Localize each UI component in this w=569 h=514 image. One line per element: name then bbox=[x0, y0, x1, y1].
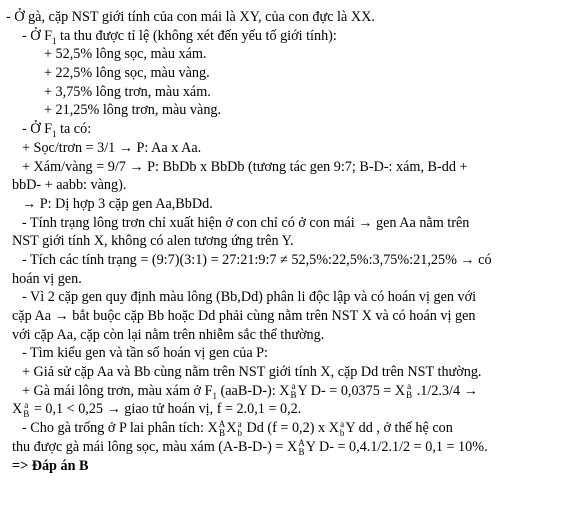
text-line: hoán vị gen. bbox=[12, 270, 82, 287]
allele-superscript-subscript: a B bbox=[406, 381, 413, 401]
allele-superscript-subscript: a B bbox=[23, 400, 30, 420]
text-line: - Tính trạng lông trơn chỉ xuất hiện ở con chỉ có ở con mái → gen Aa nằm trên bbox=[22, 214, 470, 231]
text-line: + 22,5% lông sọc, màu vàng. bbox=[44, 65, 210, 82]
allele-superscript-subscript: A B bbox=[298, 437, 305, 457]
text-line: NST giới tính X, không có alen tương ứng trên Y. bbox=[12, 233, 294, 250]
formula-line: X a B = 0,1 < 0,25 → giao tử hoán vị, f = 2.0,1 = 0,2. bbox=[12, 400, 302, 420]
allele-superscript-subscript: A B bbox=[218, 419, 226, 438]
text-line: - Tích các tính trạng = (9:7)(3:1) = 27:21:9:7 ≠ 52,5%:22,5%:3,75%:21,25% → có bbox=[22, 251, 492, 268]
text-line: → P: Dị hợp 3 cặp gen Aa,BbDd. bbox=[22, 195, 213, 212]
text-line: - Vì 2 cặp gen quy định màu lông (Bb,Dd) phân li độc lập và có hoán vị gen với bbox=[22, 289, 477, 306]
allele-superscript-subscript: a b bbox=[339, 419, 345, 438]
formula-line: thu được gà mái lông sọc, màu xám (A-B-D-) = X A B Y D- = 0,4.1/2.1/2 = 0,1 = 10%. bbox=[12, 437, 488, 457]
text-line: - Tìm kiểu gen và tần số hoán vị gen của P: bbox=[22, 345, 268, 362]
text-line: cặp Aa → bắt buộc cặp Bb hoặc Dd phải cùng nằm trên NST X và có hoán vị gen bbox=[12, 308, 476, 324]
text-line: + 3,75% lông trơn, màu xám. bbox=[44, 83, 211, 100]
formula-line: + Gà mái lông trơn, màu xám ở $F_1$ (aaB-D-): X a B Y D- = 0,0375 = X a B .1/2.3/4 → bbox=[22, 381, 478, 401]
text-line: với cặp Aa, cặp còn lại nằm trên nhiễm sắc thể thường. bbox=[12, 326, 325, 343]
text-line: - Ở gà, cặp NST giới tính của con mái là XY, của con đực là XX. bbox=[6, 9, 375, 25]
text-line: bbD- + aabb: vàng). bbox=[12, 177, 127, 194]
allele-superscript-subscript: a b bbox=[237, 419, 242, 438]
answer-line: => Đáp án B bbox=[12, 457, 89, 474]
text-line: - Ở $F_1$ ta thu được tỉ lệ (không xét đến yếu tố giới tính): bbox=[22, 27, 337, 46]
allele-superscript-subscript: a B bbox=[290, 381, 297, 401]
text-line: + Xám/vàng = 9/7 → P: BbDb x BbDb (tương tác gen 9:7; B-D-: xám, B-dd + bbox=[22, 158, 468, 175]
text-line: + Giả sử cặp Aa và Bb cùng nằm trên NST giới tính X, cặp Dd trên NST thường. bbox=[22, 364, 482, 381]
text-line: + 21,25% lông trơn, màu vàng. bbox=[44, 102, 222, 119]
formula-line: - Cho gà trống ở P lai phân tích: X A B X a b Dd (f = 0,2) x X a b Y dd , ở thế hệ con bbox=[22, 419, 453, 438]
text-line: - Ở $F_1$ ta có: bbox=[22, 121, 92, 139]
text-line: + 52,5% lông sọc, màu xám. bbox=[44, 46, 207, 63]
text-line: + Sọc/trơn = 3/1 → P: Aa x Aa. bbox=[22, 139, 202, 156]
